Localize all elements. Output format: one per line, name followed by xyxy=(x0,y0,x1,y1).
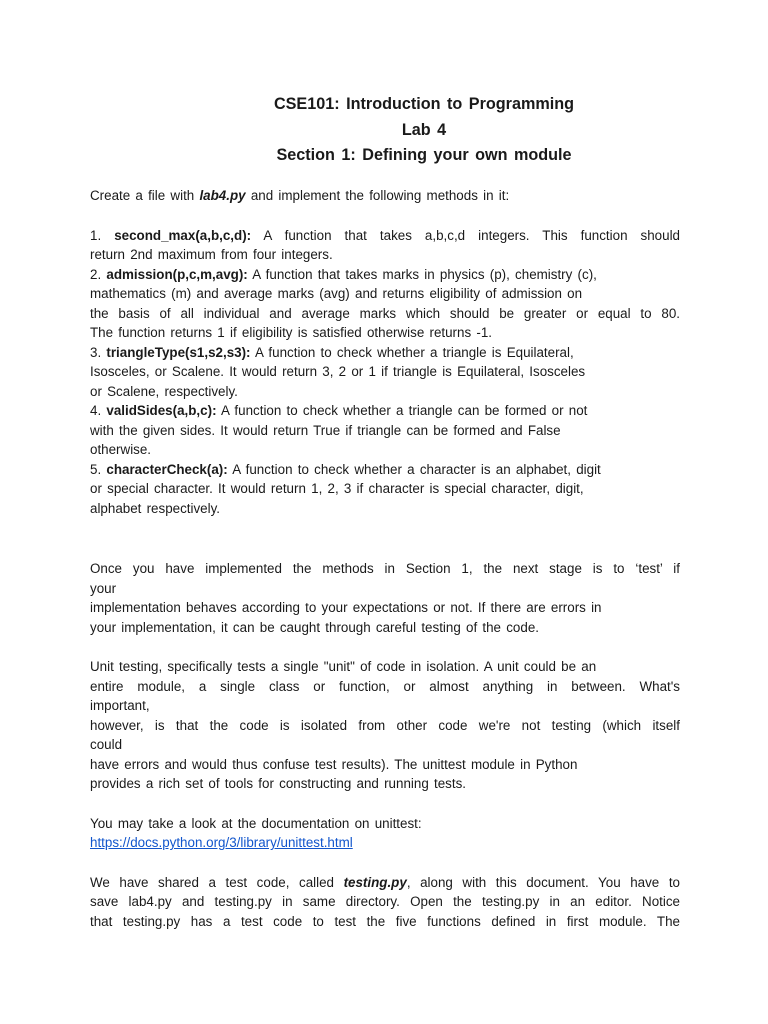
method-name: validSides(a,b,c): xyxy=(106,403,217,418)
docs-paragraph: You may take a look at the documentation on unittest: https://docs.python.org/3/library/unittest.html xyxy=(90,814,680,853)
section-title: Section 1: Defining your own module xyxy=(276,146,572,164)
unit-testing-paragraph: Unit testing, specifically tests a single "unit" of code in isolation. A unit could be an entire module, a single class or function, or almost anything in between. What's important, however, is that the code is isolated from other code we're not testing (which itself could have errors and would thus confuse test results). The unittest module in Python provides a rich set of tools for constructing and running tests. xyxy=(90,659,680,791)
document-body xyxy=(90,186,680,931)
methods-list xyxy=(90,226,680,519)
testing-intro-paragraph: Once you have implemented the methods in Section 1, the next stage is to ‘test’ if your implementation behaves according to your expectations or not. If there are errors in your implementation, it can be caught through careful testing of the code. xyxy=(90,561,680,635)
method-item: 1. second_max(a,b,c,d): A function that takes a,b,c,d integers. This function should return 2nd maximum from four integers. xyxy=(90,227,681,262)
testing-file-name: testing.py xyxy=(343,874,407,890)
document-header xyxy=(0,92,768,169)
method-name: triangleType(s1,s2,s3): xyxy=(106,344,251,360)
method-name: admission(p,c,m,avg): xyxy=(106,266,248,282)
course-title: CSE101: Introduction to Programming xyxy=(273,95,575,113)
lab-title: Lab 4 xyxy=(401,120,447,139)
method-name: second_max(a,b,c,d): xyxy=(114,227,252,243)
lab-file-name: lab4.py xyxy=(199,188,246,203)
intro-paragraph: Create a file with lab4.py and implement the following methods in it: xyxy=(90,188,510,203)
method-item: 2. admission(p,c,m,avg): A function that takes marks in physics (p), chemistry (c), mathematics (m) and average marks (avg) and returns eligibility of admission on the basis of all individual and average marks which should be greater or equal to 80. The function returns 1 if eligibility is satisfied otherwise returns -1. xyxy=(90,266,680,340)
method-item: 4. validSides(a,b,c): A function to check whether a triangle can be formed or not with the given sides. It would return True if triangle can be formed and False otherwise. xyxy=(90,403,588,457)
method-name: characterCheck(a): xyxy=(106,461,228,477)
shared-code-paragraph: We have shared a test code, called testing.py, along with this document. You have to save lab4.py and testing.py in same directory. Open the testing.py in an editor. Notice that testing.py has a test code to test the five functions defined in first module. The xyxy=(90,874,680,929)
method-item: 5. characterCheck(a): A function to check whether a character is an alphabet, digit or special character. It would return 1, 2, 3 if character is special character, digit, alphabet respectively. xyxy=(90,461,601,516)
unittest-docs-link[interactable]: https://docs.python.org/3/library/unittest.html xyxy=(90,835,353,850)
method-item: 3. triangleType(s1,s2,s3): A function to check whether a triangle is Equilateral, Isosceles, or Scalene. It would return 3, 2 or 1 if triangle is Equilateral, Isosceles or Scalene, respectively. xyxy=(90,344,586,399)
